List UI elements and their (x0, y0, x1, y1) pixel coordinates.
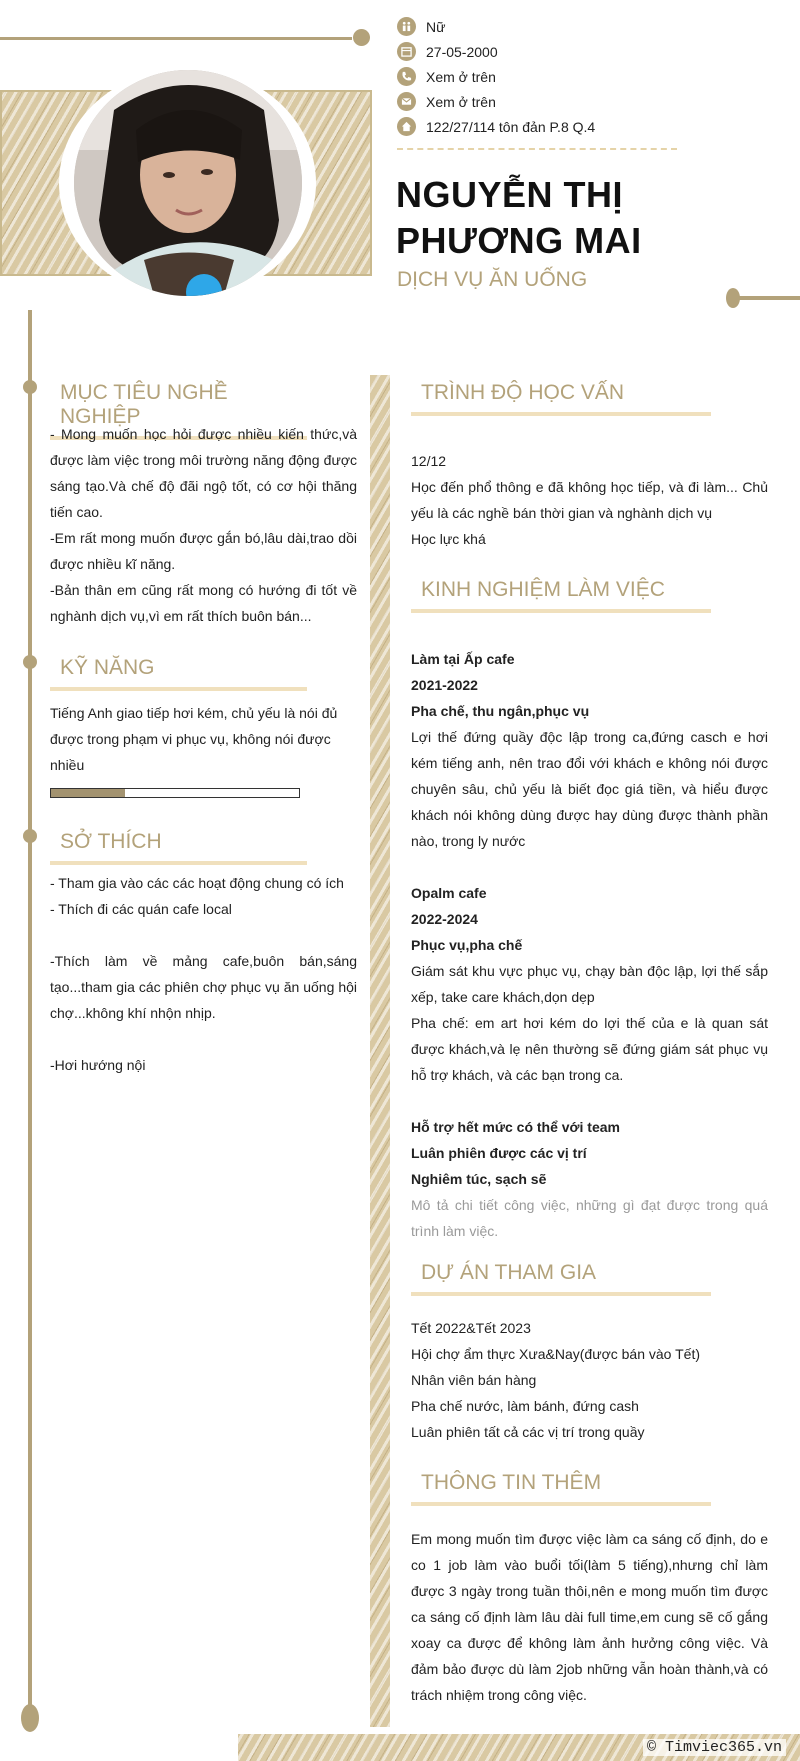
email-icon (397, 92, 416, 111)
job3-placeholder: Mô tả chi tiết công việc, những gì đạt được trong quá trình làm việc. (411, 1197, 768, 1239)
timeline-dot-objective (23, 380, 37, 394)
name-line-1: NGUYỄN THỊ (396, 174, 624, 215)
timeline-line (28, 310, 32, 1710)
project-line-2: Hội chợ ẩm thực Xưa&Nay(được bán vào Tết) (411, 1346, 700, 1362)
extra-info-body: Em mong muốn tìm được việc làm ca sáng cố định, do e co 1 job làm vào buổi tối(làm 5 tiếng),nhưng chỉ làm được 3 ngày trong tuần thôi,nên e mong muốn tìm được ca sáng cố định làm lâu dài full time,em cung sẽ cố gắng xoay ca được để không làm ảnh hưởng công việc. Và đảm bảo được dù làm 2job những vẫn hoàn thành,và có trách nhiệm trong công việc. (411, 1531, 768, 1703)
contact-gender (397, 14, 595, 39)
experience-body (411, 646, 768, 1244)
avatar (74, 70, 302, 296)
objective-title: MỤC TIÊU NGHỀ NGHIỆP (50, 381, 307, 440)
hobby-4: -Hơi hướng nội (50, 1057, 146, 1073)
job2-period: 2022-2024 (411, 911, 478, 927)
job3-line-1: Hỗ trợ hết mức có thể với team (411, 1119, 620, 1135)
education-body (411, 448, 768, 552)
timeline-end-dot (21, 1704, 39, 1732)
timeline-dot-skills (23, 655, 37, 669)
experience-title: KINH NGHIỆM LÀM VIỆC (411, 578, 711, 613)
hobbies-title: SỞ THÍCH (50, 830, 307, 865)
job3-line-2: Luân phiên được các vị trí (411, 1145, 587, 1161)
job2-role: Phục vụ,pha chế (411, 937, 523, 953)
projects-title: DỰ ÁN THAM GIA (411, 1261, 711, 1296)
extra-info-title: THÔNG TIN THÊM (411, 1471, 711, 1506)
project-line-5: Luân phiên tất cả các vị trí trong quầy (411, 1424, 645, 1440)
home-icon (397, 117, 416, 136)
job-title: DỊCH VỤ ĂN UỐNG (397, 268, 588, 291)
job2-company: Opalm cafe (411, 885, 487, 901)
hobby-1: - Tham gia vào các các hoạt động chung có ích (50, 875, 344, 891)
contact-email (397, 89, 595, 114)
job3-line-3: Nghiêm túc, sạch sẽ (411, 1171, 547, 1187)
gender-value: Nữ (426, 18, 446, 35)
objective-p3: -Bản thân em cũng rất mong có hướng đi tốt về nghành dịch vụ,vì em rất thích buôn bán... (50, 582, 357, 624)
skill-level-bar (50, 788, 300, 798)
job2-desc-1: Giám sát khu vực phục vụ, chạy bàn độc lập, lợi thế sắp xếp, take care khách,dọn dẹp (411, 963, 768, 1005)
contact-divider (397, 148, 677, 150)
job2-desc-2: Pha chế: em art hơi kém do lợi thế của e là quan sát được khách,và lẹ nên thường sẽ đứng giám sát phục vụ hỗ trợ khách, và các bạn trong ca. (411, 1015, 768, 1083)
projects-body (411, 1315, 768, 1445)
gender-icon (397, 17, 416, 36)
email-value: Xem ở trên (426, 93, 496, 110)
header-right-line (738, 296, 800, 300)
skill-level-fill (51, 789, 125, 797)
hobby-3: -Thích làm về mảng cafe,buôn bán,sáng tạo...tham gia các phiên chợ phục vụ ăn uống hội chợ...không khí nhộn nhịp. (50, 953, 357, 1021)
project-line-4: Pha chế nước, làm bánh, đứng cash (411, 1398, 639, 1414)
contact-list (397, 14, 595, 139)
calendar-icon (397, 42, 416, 61)
job1-period: 2021-2022 (411, 677, 478, 693)
header-decor-line (0, 37, 352, 40)
timeline-dot-hobbies (23, 829, 37, 843)
contact-birthday (397, 39, 595, 64)
hobby-spacer-2 (50, 1026, 357, 1052)
objective-p2: -Em rất mong muốn được gắn bó,lâu dài,trao dồi được nhiều kĩ năng. (50, 530, 357, 572)
hobbies-body (50, 870, 357, 1078)
address-value: 122/27/114 tôn đản P.8 Q.4 (426, 118, 596, 135)
footer-band (238, 1734, 800, 1761)
name-line-2: PHƯƠNG MAI (396, 220, 642, 261)
project-line-3: Nhân viên bán hàng (411, 1372, 537, 1388)
birthday-value: 27-05-2000 (426, 43, 498, 60)
job-spacer-2 (411, 1088, 768, 1114)
phone-icon (397, 67, 416, 86)
job1-role: Pha chế, thu ngân,phục vụ (411, 703, 590, 719)
skills-text: Tiếng Anh giao tiếp hơi kém, chủ yếu là nói đủ được trong phạm vi phục vụ, không nói được nhiều (50, 705, 338, 773)
skills-title: KỸ NĂNG (50, 656, 307, 691)
hobby-2: - Thích đi các quán cafe local (50, 901, 232, 917)
education-title: TRÌNH ĐỘ HỌC VẤN (411, 381, 711, 416)
education-detail: Học đến phổ thông e đã không học tiếp, và đi làm... Chủ yếu là các nghề bán thời gian và nghành dịch vụ (411, 479, 768, 521)
candidate-name (396, 172, 796, 264)
job1-desc: Lợi thế đứng quầy độc lập trong ca,đứng casch e hơi kém tiếng anh, nên trao đổi với khách e không nói được chuyên sâu, chủ yếu là biết đọc giá tiền, và hiểu được khách nói không dùng được hay dùng được thành phần nào, trong ly nước (411, 729, 768, 849)
hobby-spacer-1 (50, 922, 357, 948)
education-grade: 12/12 (411, 453, 447, 469)
contact-address (397, 114, 595, 139)
objective-body (50, 421, 357, 629)
phone-value: Xem ở trên (426, 68, 496, 85)
project-line-1: Tết 2022&Tết 2023 (411, 1320, 531, 1336)
watermark: © Timviec365.vn (643, 1739, 786, 1756)
job1-company: Làm tại Ấp cafe (411, 651, 515, 667)
contact-phone (397, 64, 595, 89)
column-divider (370, 375, 390, 1727)
education-rank: Học lực khá (411, 531, 486, 547)
job-spacer-1 (411, 854, 768, 880)
header-decor-dot (353, 29, 370, 46)
objective-p1: - Mong muốn học hỏi được nhiều kiến thức,và được làm việc trong môi trường năng động được sáng tạo.Và chế độ đãi ngộ tốt, có cơ hội thăng tiến cao. (50, 426, 357, 520)
